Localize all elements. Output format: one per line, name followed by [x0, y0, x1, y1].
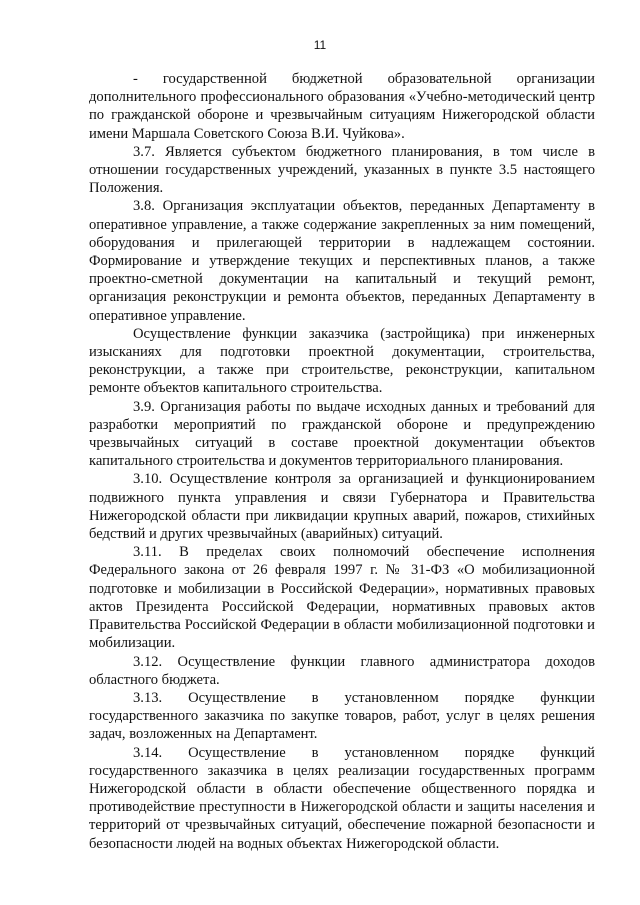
- document-body: [89, 70, 595, 853]
- paragraph-3-9: 3.9. Организация работы по выдаче исходных данных и требований для разработки мероприятий по гражданской обороне и предупреждению чрезвычайных ситуаций в составе проектной документации объектов капитального строительства и документов территориального планирования.: [89, 398, 595, 470]
- paragraph-3-11: 3.11. В пределах своих полномочий обеспечение исполнения Федерального закона от 26 февраля 1997 г. № 31-ФЗ «О мобилизационной подготовке и мобилизации в Российской Федерации», нормативных правовых актов Президента Российской Федерации, нормативных правовых актов Правительства Российской Федерации в области мобилизационной подготовки и мобилизации.: [89, 544, 595, 652]
- paragraph-3-7: 3.7. Является субъектом бюджетного планирования, в том числе в отношении государственных учреждений, указанных в пункте 3.5 настоящего Положения.: [89, 143, 595, 197]
- paragraph-3-13: 3.13. Осуществление в установленном порядке функции государственного заказчика по закупке товаров, работ, услуг в целях решения задач, возложенных на Департамент.: [89, 689, 595, 743]
- page-number: 11: [313, 38, 327, 52]
- paragraph-3-14: 3.14. Осуществление в установленном порядке функций государственного заказчика в целях реализации государственных программ Нижегородской области в области обеспечение общественного порядка и противодействие преступности в Нижегородской области и защиты населения и территорий от чрезвычайных ситуаций, обеспечение пожарной безопасности и безопасности людей на водных объектах Нижегородской области.: [89, 744, 595, 852]
- paragraph-3-8-customer-functions: Осуществление функции заказчика (застройщика) при инженерных изысканиях для подготовки проектной документации, строительства, реконструкции, а также при строительстве, реконструкции, капитальном ремонте объектов капитального строительства.: [89, 325, 595, 397]
- paragraph-3-12: 3.12. Осуществление функции главного администратора доходов областного бюджета.: [89, 653, 595, 688]
- paragraph-uch-metod-center: - государственной бюджетной образовательной организации дополнительного профессионального образования «Учебно-методический центр по гражданской обороне и чрезвычайным ситуациям Нижегородской области имени Маршала Советского Союза В.И. Чуйкова».: [89, 71, 595, 142]
- paragraph-3-10: 3.10. Осуществление контроля за организацией и функционированием подвижного пункта управления и связи Губернатора и Правительства Нижегородской области при ликвидации крупных аварий, пожаров, стихийных бедствий и других чрезвычайных (аварийных) ситуаций.: [89, 471, 595, 543]
- paragraph-3-8: 3.8. Организация эксплуатации объектов, переданных Департаменту в оперативное управление, а также содержание закрепленных за ним помещений, оборудования и прилегающей территории в надлежащем состоянии. Формирование и утверждение текущих и перспективных планов, а также проектно-сметной документации на капитальный и текущий ремонт, организация реконструкции и ремонта объектов, переданных Департаменту в оперативное управление.: [89, 198, 595, 324]
